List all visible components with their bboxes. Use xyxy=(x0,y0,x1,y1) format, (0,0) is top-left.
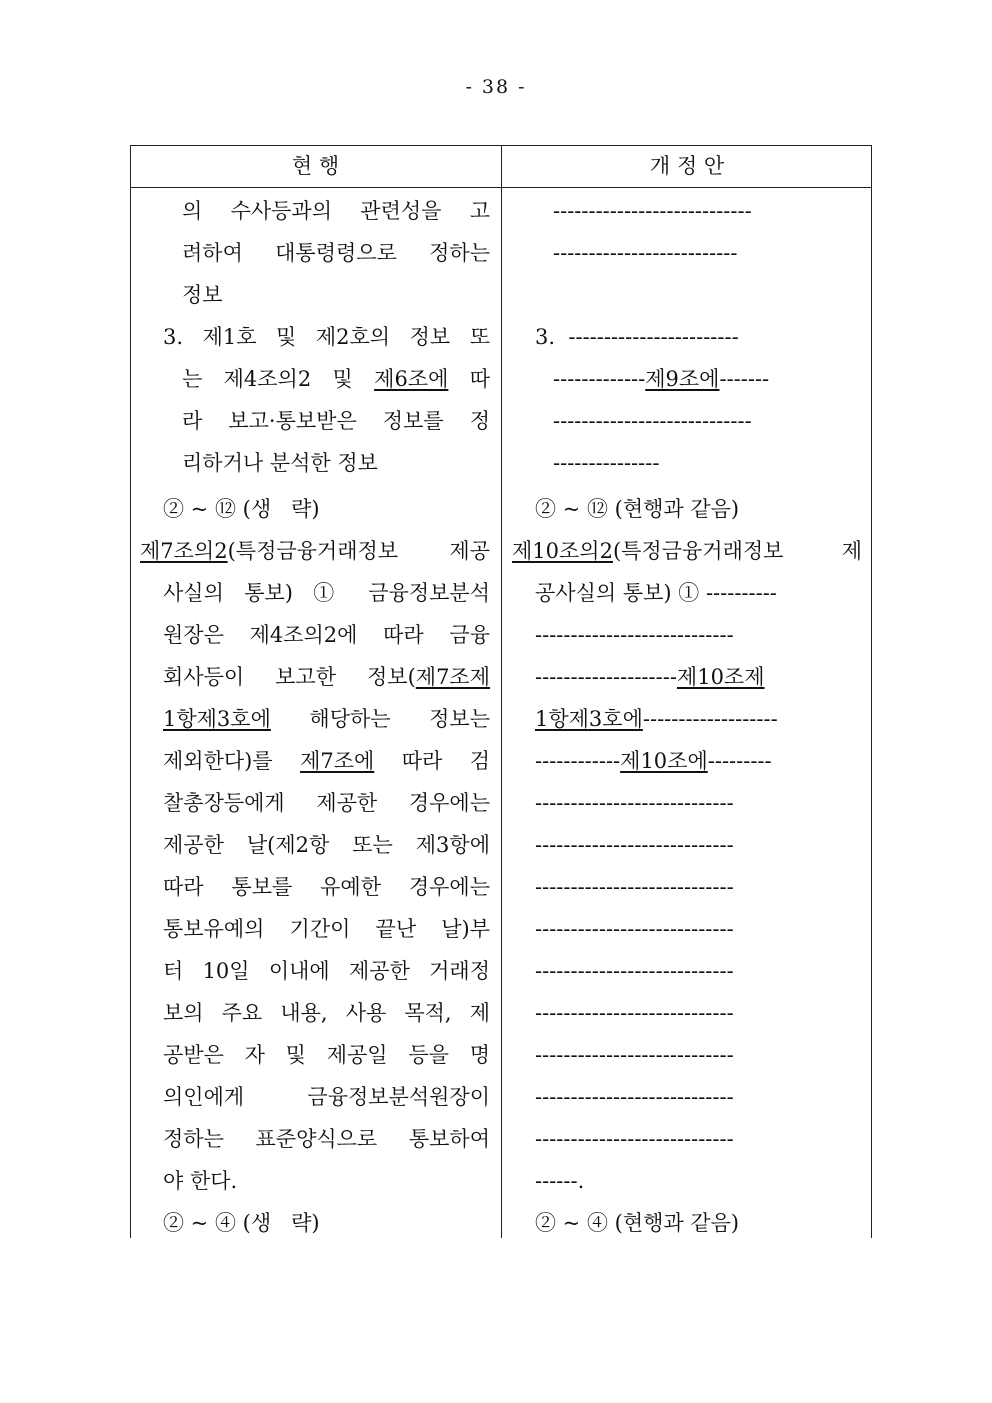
left-line-23: 정하는 표준양식으로 통보하여 xyxy=(163,1127,490,1151)
header-proposed: 개 정 안 xyxy=(649,154,725,178)
right-line-19: ---------------------------- xyxy=(535,959,734,983)
right-line-7: --------------- xyxy=(553,451,660,475)
right-line-16: ---------------------------- xyxy=(535,833,734,857)
right-line-14: ------------제10조에--------- xyxy=(535,749,772,773)
left-line-3: 정보 xyxy=(182,283,223,307)
left-line-1: 의 수사등과의 관련성을 고 xyxy=(182,199,490,223)
right-line-8: ② ~ ⑫ (현행과 같음) xyxy=(535,497,740,521)
right-line-2: -------------------------- xyxy=(553,241,738,265)
right-line-10: 공사실의 통보) ① ---------- xyxy=(535,581,777,605)
right-line-11: ---------------------------- xyxy=(535,623,734,647)
left-line-8: ② ~ ⑫ (생 략) xyxy=(163,497,320,521)
right-line-20: ---------------------------- xyxy=(535,1001,734,1025)
left-line-24: 야 한다. xyxy=(163,1169,238,1193)
left-line-21: 공받은 자 및 제공일 등을 명 xyxy=(163,1043,490,1067)
left-line-18: 통보유예의 기간이 끝난 날)부 xyxy=(163,917,490,941)
left-line-2: 려하여 대통령령으로 정하는 xyxy=(182,241,490,265)
table-border-left xyxy=(130,145,131,1238)
right-line-23: ---------------------------- xyxy=(535,1127,734,1151)
article-heading-ref: 제10조의2 xyxy=(512,539,613,563)
left-line-25: ② ~ ④ (생 략) xyxy=(163,1211,320,1235)
amended-ref: 제6조에 xyxy=(374,367,449,391)
right-line-12: --------------------제10조제 xyxy=(535,665,765,689)
right-line-4: 3. ------------------------ xyxy=(535,325,739,349)
amended-ref: 제9조에 xyxy=(645,367,720,391)
left-line-4: 3. 제1호 및 제2호의 정보 또 xyxy=(163,325,490,349)
right-line-6: ---------------------------- xyxy=(553,409,752,433)
comparison-table xyxy=(130,145,872,1238)
right-line-5: -------------제9조에------- xyxy=(553,367,770,391)
right-line-1: ---------------------------- xyxy=(553,199,752,223)
right-line-17: ---------------------------- xyxy=(535,875,734,899)
left-line-22: 의인에게 금융정보분석원장이 xyxy=(163,1085,490,1109)
right-line-22: ---------------------------- xyxy=(535,1085,734,1109)
right-line-18: ---------------------------- xyxy=(535,917,734,941)
left-line-19: 터 10일 이내에 제공한 거래정 xyxy=(163,959,490,983)
page-number: - 38 - xyxy=(465,76,527,98)
header-current: 현 행 xyxy=(291,154,340,178)
right-line-13: 1항제3호에------------------- xyxy=(535,707,778,731)
right-line-25: ② ~ ④ (현행과 같음) xyxy=(535,1211,740,1235)
right-line-21: ---------------------------- xyxy=(535,1043,734,1067)
article-heading-ref: 제7조의2 xyxy=(140,539,228,563)
right-line-15: ---------------------------- xyxy=(535,791,734,815)
right-line-24: ------. xyxy=(535,1169,585,1193)
left-line-6: 라 보고·통보받은 정보를 정 xyxy=(182,409,490,433)
left-line-16: 제공한 날(제2항 또는 제3항에 xyxy=(163,833,490,857)
left-line-7: 리하거나 분석한 정보 xyxy=(182,451,378,475)
header-divider xyxy=(130,187,872,188)
left-line-13: 1항제3호에 해당하는 정보는 xyxy=(163,707,490,731)
table-border-right xyxy=(871,145,872,1238)
left-line-5: 는 제4조의2 및 제6조에 따 xyxy=(182,367,490,391)
left-line-10: 사실의 통보) ① 금융정보분석 xyxy=(163,581,490,605)
right-line-9: 제10조의2(특정금융거래정보 제 xyxy=(512,539,862,563)
left-line-15: 찰총장등에게 제공한 경우에는 xyxy=(163,791,490,815)
left-line-9: 제7조의2(특정금융거래정보 제공 xyxy=(140,539,490,563)
column-divider xyxy=(501,145,502,1238)
left-line-11: 원장은 제4조의2에 따라 금융 xyxy=(163,623,490,647)
left-line-17: 따라 통보를 유예한 경우에는 xyxy=(163,875,490,899)
left-line-12: 회사등이 보고한 정보(제7조제 xyxy=(163,665,490,689)
left-line-20: 보의 주요 내용, 사용 목적, 제 xyxy=(163,1001,490,1025)
left-line-14: 제외한다)를 제7조에 따라 검 xyxy=(163,749,490,773)
